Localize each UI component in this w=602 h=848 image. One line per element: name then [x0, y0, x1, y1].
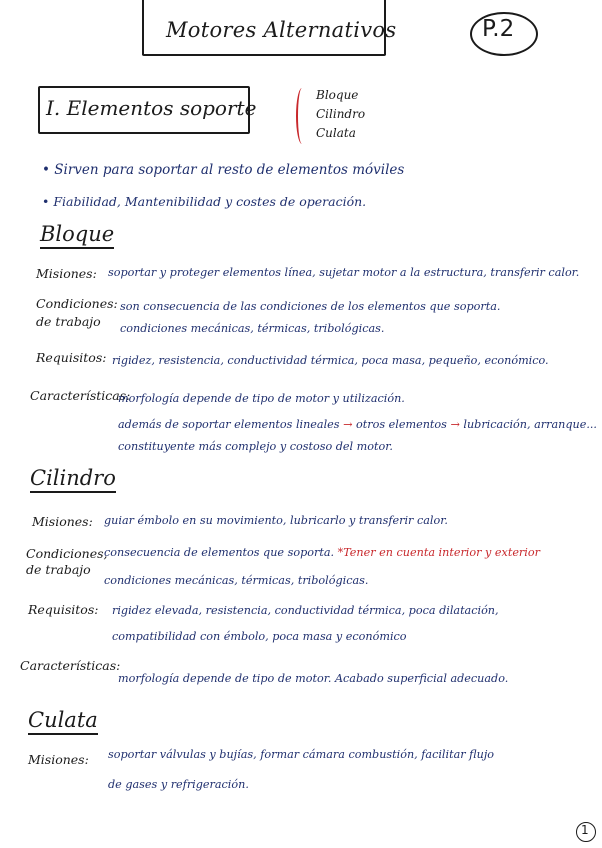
heading-text: Cilindro: [30, 466, 116, 493]
page-label: P.2: [482, 16, 515, 42]
condiciones-text: condiciones mecánicas, térmicas, tribológicas.: [120, 322, 385, 335]
sub-item-culata: Culata: [316, 126, 356, 140]
requisitos-text: rigidez elevada, resistencia, conductividad térmica, poca dilatación,: [112, 604, 499, 617]
misiones-text: soportar y proteger elementos línea, sujetar motor a la estructura, transferir calor.: [108, 266, 580, 279]
requisitos-label: Requisitos:: [36, 350, 107, 365]
misiones-text: soportar válvulas y bujías, formar cámara combustión, facilitar flujo: [108, 748, 495, 761]
heading-bloque: [40, 222, 114, 246]
sub-item-cilindro: Cilindro: [316, 107, 366, 121]
condiciones-label-line2: de trabajo: [36, 314, 101, 329]
heading-text: Culata: [28, 708, 98, 735]
caracteristicas-fragment: lubricación, arranque...: [463, 418, 597, 431]
condiciones-text: son consecuencia de las condiciones de los elementos que soporta.: [120, 300, 501, 313]
condiciones-fragment: consecuencia de elementos que soporta.: [104, 546, 335, 559]
heading-text: Bloque: [40, 222, 114, 249]
condiciones-text: [104, 546, 540, 559]
bullet-text: Sirven para soportar al resto de elementos móviles: [54, 162, 405, 178]
heading-culata: [28, 708, 98, 732]
caracteristicas-text: morfología depende de tipo de motor y utilización.: [118, 392, 405, 405]
brace-icon: [296, 88, 308, 144]
condiciones-label: Condiciones:: [36, 296, 118, 311]
caracteristicas-label: Características:: [30, 388, 131, 403]
caracteristicas-fragment: otros elementos: [356, 418, 447, 431]
misiones-label: Misiones:: [32, 514, 93, 529]
bullet-item: • Sirven para soportar al resto de elementos móviles: [42, 162, 405, 178]
bullet-text: Fiabilidad, Mantenibilidad y costes de operación.: [53, 194, 367, 209]
caracteristicas-text: morfología depende de tipo de motor. Acabado superficial adecuado.: [118, 672, 509, 685]
page-number: 1: [581, 823, 589, 837]
arrow-icon: →: [343, 418, 353, 431]
section-title: I. Elementos soporte: [46, 96, 257, 120]
arrow-icon: →: [450, 418, 460, 431]
condiciones-label: Condiciones,: [26, 546, 108, 561]
section-sub-items: [316, 86, 436, 143]
requisitos-text: rigidez, resistencia, conductividad térmica, poca masa, pequeño, económico.: [112, 354, 549, 367]
caracteristicas-text: [118, 418, 597, 431]
misiones-label: Misiones:: [36, 266, 97, 281]
misiones-text: de gases y refrigeración.: [108, 778, 249, 791]
note-fragment: *Tener en cuenta interior y exterior: [337, 546, 540, 559]
sub-item-bloque: Bloque: [316, 88, 359, 102]
caracteristicas-text: constituyente más complejo y costoso del motor.: [118, 440, 393, 453]
bullet-item: • Fiabilidad, Mantenibilidad y costes de operación.: [42, 194, 367, 209]
heading-cilindro: [30, 466, 116, 490]
page-title: Motores Alternativos: [166, 18, 397, 42]
caracteristicas-fragment: además de soportar elementos lineales: [118, 418, 340, 431]
condiciones-text: condiciones mecánicas, térmicas, tribológicas.: [104, 574, 369, 587]
misiones-text: guiar émbolo en su movimiento, lubricarlo y transferir calor.: [104, 514, 448, 527]
requisitos-text: compatibilidad con émbolo, poca masa y económico: [112, 630, 407, 643]
misiones-label: Misiones:: [28, 752, 89, 767]
condiciones-label-line2: de trabajo: [26, 562, 91, 577]
requisitos-label: Requisitos:: [28, 602, 99, 617]
caracteristicas-label: Características:: [20, 658, 121, 673]
